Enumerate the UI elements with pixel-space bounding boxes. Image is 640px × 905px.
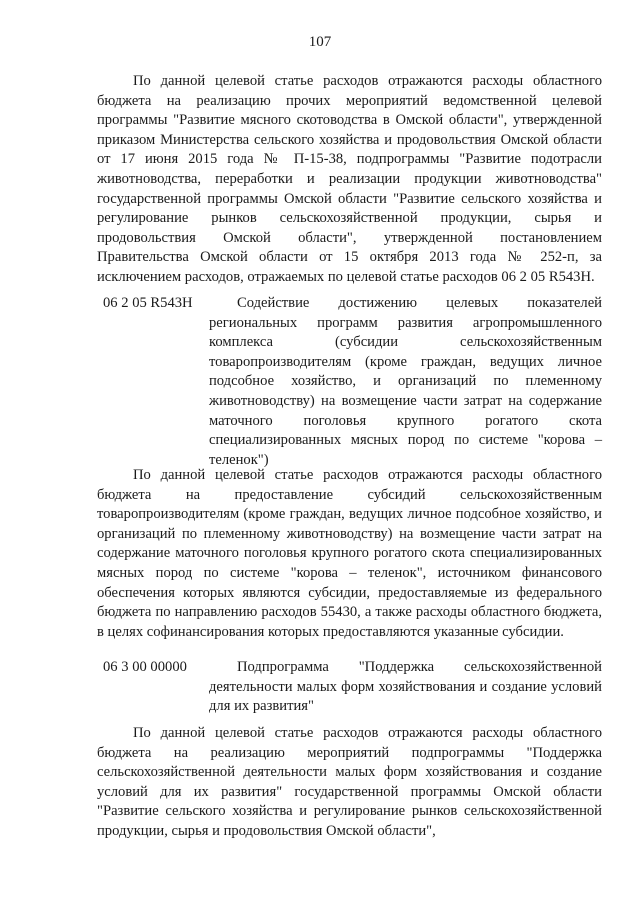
- paragraph-1: По данной целевой статье расходов отражаются расходы областного бюджета на реализацию прочих мероприятий ведомственной целевой программы "Развитие мясного скотоводства в Омской области", утвержденной приказом Министерства сельского хозяйства и продовольствия Омской области от 17 июня 2015 года № П-15-38, подпрограммы "Развитие подотрасли животноводства, переработки и реализации продукции животноводства" государственной программы Омской области "Развитие сельского хозяйства и регулирование рынков сельскохозяйственной продукции, сырья и продовольствия Омской области", утвержденной постановлением Правительства Омской области от 15 октября 2013 года № 252-п, за исключением расходов, отражаемых по целевой статье расходов 06 2 05 R543Н.: [97, 73, 602, 285]
- budget-code: 06 3 00 00000: [103, 659, 187, 675]
- paragraph-3: По данной целевой статье расходов отражаются расходы областного бюджета на реализацию мероприятий подпрограммы "Поддержка сельскохозяйственной деятельности малых форм хозяйствования и создание условий для их развития" государственной программы Омской области "Развитие сельского хозяйства и регулирование рынков сельскохозяйственной продукции, сырья и продовольствия Омской области",: [97, 725, 602, 839]
- paragraph-2: По данной целевой статье расходов отражаются расходы областного бюджета на предоставление субсидий сельскохозяйственным товаропроизводителям (кроме граждан, ведущих личное подсобное хозяйство, и организаций по племенному животноводству) на возмещение части затрат на содержание маточного поголовья крупного рогатого скота специализированных мясных пород по системе "корова – теленок", источником финансового обеспечения которых являются субсидии, предоставляемые из федерального бюджета по направлению расходов 55430, а также расходы областного бюджета, в целях софинансирования которых предоставляются указанные субсидии.: [97, 467, 602, 640]
- page-number: 107: [308, 34, 332, 50]
- budget-code-description: Содействие достижению целевых показателей региональных программ развития агропромышленного комплекса (субсидии сельскохозяйственным товаропроизводителям (кроме граждан, ведущих личное подсобное хозяйство, и организаций по племенному животноводству) на возмещение части затрат на содержание маточного поголовья крупного рогатого скота специализированных мясных пород по системе "корова – теленок"): [209, 295, 602, 468]
- budget-code-description: Подпрограмма "Поддержка сельскохозяйственной деятельности малых форм хозяйствования и создание условий для их развития": [209, 659, 602, 715]
- budget-code: 06 2 05 R543Н: [103, 295, 193, 311]
